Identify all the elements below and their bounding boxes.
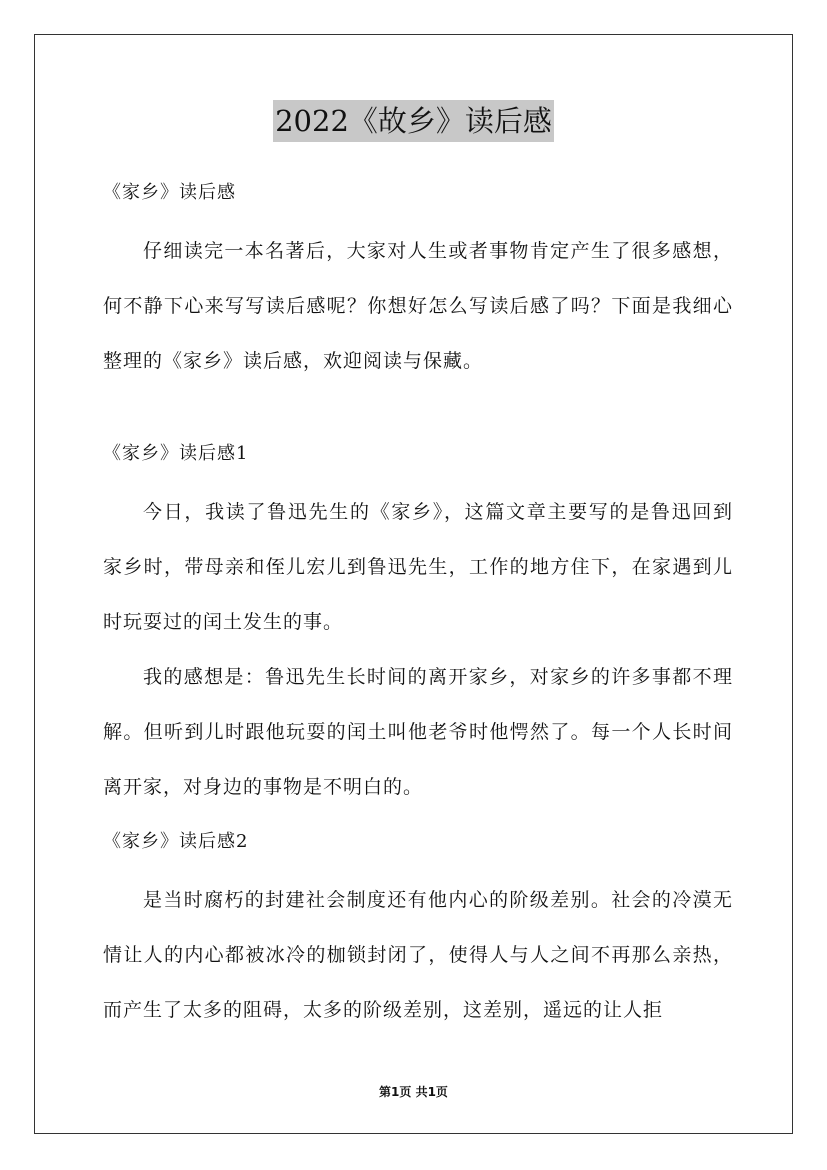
document-body — [103, 172, 733, 1038]
spacer — [103, 863, 733, 873]
section-1-paragraph-1: 今日，我读了鲁迅先生的《家乡》，这篇文章主要写的是鲁迅回到家乡时，带母亲和侄儿宏儿到鲁迅先生，工作的地方住下，在家遇到儿时玩耍过的闰土发生的事。 — [103, 501, 733, 633]
document-title: 2022《故乡》读后感 — [273, 100, 554, 142]
title-container — [0, 100, 827, 142]
section-heading-1: 《家乡》读后感1 — [103, 443, 249, 464]
section-1-paragraph-2: 我的感想是：鲁迅先生长时间的离开家乡，对家乡的许多事都不理解。但听到儿时跟他玩耍的闰土叫他老爷时他愕然了。每一个人长时间离开家，对身边的事物是不明白的。 — [103, 666, 733, 798]
page-footer: 第1页 共1页 — [379, 1085, 448, 1099]
intro-heading: 《家乡》读后感 — [103, 182, 236, 203]
spacer — [103, 389, 733, 433]
intro-paragraph: 仔细读完一本名著后，大家对人生或者事物肯定产生了很多感想，何不静下心来写写读后感呢？你想好怎么写读后感了吗？下面是我细心整理的《家乡》读后感，欢迎阅读与保藏。 — [103, 240, 733, 372]
section-2-paragraph-1: 是当时腐朽的封建社会制度还有他内心的阶级差别。社会的冷漠无情让人的内心都被冰冷的枷锁封闭了，使得人与人之间不再那么亲热，而产生了太多的阻碍，太多的阶级差别，这差别，遥远的让人拒 — [103, 889, 733, 1021]
section-heading-2: 《家乡》读后感2 — [103, 831, 249, 852]
spacer — [103, 214, 733, 224]
spacer — [103, 475, 733, 485]
